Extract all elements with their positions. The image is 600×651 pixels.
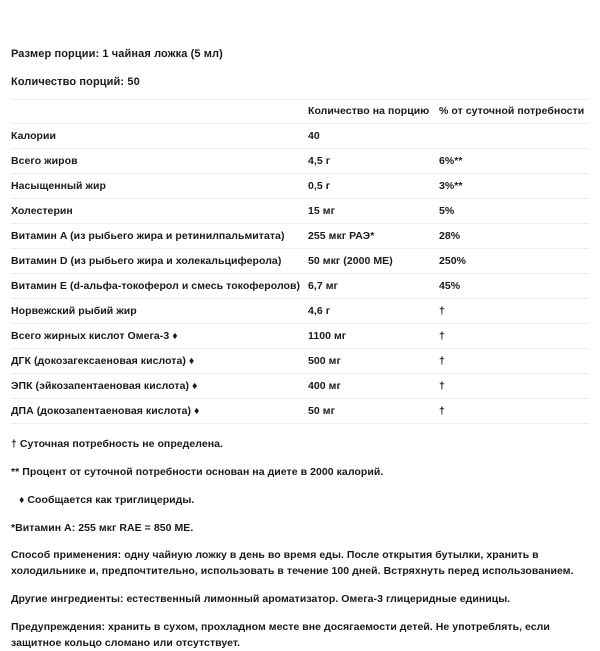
nutrient-name-cell: ДГК (докозагексаеновая кислота) ♦	[11, 349, 308, 374]
nutrient-name-cell: Витамин D (из рыбьего жира и холекальциферола)	[11, 249, 308, 274]
nutrient-daily-value-cell: †	[439, 324, 589, 349]
table-row	[11, 199, 589, 224]
column-header-nutrient	[11, 100, 308, 124]
nutrient-daily-value-cell: 5%	[439, 199, 589, 224]
nutrient-daily-value-cell	[439, 124, 589, 149]
nutrient-name-cell: Холестерин	[11, 199, 308, 224]
directions-paragraph: Другие ингредиенты: естественный лимонный ароматизатор. Омега-3 глицеридные единицы.	[11, 593, 511, 605]
footnote: ♦ Сообщается как триглицериды.	[19, 494, 195, 506]
nutrient-name-cell: Витамин A (из рыбьего жира и ретинилпальмитата)	[11, 224, 308, 249]
nutrient-name-cell: Калории	[11, 124, 308, 149]
nutrient-amount-cell: 50 мкг (2000 МЕ)	[308, 249, 439, 274]
table-row	[11, 149, 589, 174]
nutrient-amount-cell: 0,5 г	[308, 174, 439, 199]
table-row	[11, 174, 589, 199]
servings-per-container-line: Количество порций: 50	[11, 76, 140, 88]
directions-paragraph: Предупреждения: хранить в сухом, прохладном месте вне досягаемости детей. Не употреблять, если защитное кольцо сломано или отсутствует.	[11, 621, 550, 649]
nutrient-name-cell: Всего жиров	[11, 149, 308, 174]
nutrient-name-cell: Всего жирных кислот Омега-3 ♦	[11, 324, 308, 349]
nutrient-daily-value-cell: †	[439, 349, 589, 374]
nutrient-name-cell: Витамин E (d-альфа-токоферол и смесь токоферолов)	[11, 274, 308, 299]
column-header-amount-per-serving: Количество на порцию	[308, 100, 439, 124]
serving-information	[11, 0, 589, 89]
nutrient-amount-cell: 400 мг	[308, 374, 439, 399]
table-header-row	[11, 100, 589, 124]
table-row	[11, 299, 589, 324]
nutrient-daily-value-cell: †	[439, 399, 589, 424]
nutrient-amount-cell: 15 мг	[308, 199, 439, 224]
footnote: *Витамин A: 255 мкг RAE = 850 МЕ.	[11, 522, 194, 534]
nutrient-daily-value-cell: 45%	[439, 274, 589, 299]
table-row	[11, 224, 589, 249]
nutrient-name-cell: ЭПК (эйкозапентаеновая кислота) ♦	[11, 374, 308, 399]
nutrient-daily-value-cell: 250%	[439, 249, 589, 274]
nutrient-amount-cell: 500 мг	[308, 349, 439, 374]
table-row	[11, 124, 589, 149]
footnote: † Суточная потребность не определена.	[11, 438, 224, 450]
table-row	[11, 399, 589, 424]
table-body	[11, 124, 589, 424]
nutrient-amount-cell: 4,6 г	[308, 299, 439, 324]
table-header	[11, 100, 589, 124]
nutrient-daily-value-cell: 3%**	[439, 174, 589, 199]
directions-paragraph: Способ применения: одну чайную ложку в день во время еды. После открытия бутылки, хранить в холодильнике и, предпочтительно, использовать в течение 100 дней. Встряхнуть перед использованием.	[11, 549, 574, 577]
table-row	[11, 274, 589, 299]
nutrient-name-cell: ДПА (докозапентаеновая кислота) ♦	[11, 399, 308, 424]
nutrient-amount-cell: 50 мг	[308, 399, 439, 424]
serving-size-line: Размер порции: 1 чайная ложка (5 мл)	[11, 48, 223, 60]
footnotes-section	[11, 437, 589, 535]
table-row	[11, 349, 589, 374]
nutrient-amount-cell: 6,7 мг	[308, 274, 439, 299]
nutrient-amount-cell: 1100 мг	[308, 324, 439, 349]
nutrient-amount-cell: 40	[308, 124, 439, 149]
nutrient-daily-value-cell: 28%	[439, 224, 589, 249]
directions-section	[11, 547, 589, 651]
nutrient-name-cell: Насыщенный жир	[11, 174, 308, 199]
column-header-daily-value: % от суточной потребности	[439, 100, 589, 124]
nutrient-daily-value-cell: †	[439, 374, 589, 399]
supplement-facts-table	[11, 99, 589, 424]
nutrient-daily-value-cell: 6%**	[439, 149, 589, 174]
table-row	[11, 374, 589, 399]
nutrient-amount-cell: 4,5 г	[308, 149, 439, 174]
nutrient-name-cell: Норвежский рыбий жир	[11, 299, 308, 324]
nutrient-amount-cell: 255 мкг РАЭ*	[308, 224, 439, 249]
nutrient-daily-value-cell: †	[439, 299, 589, 324]
table-row	[11, 249, 589, 274]
table-row	[11, 324, 589, 349]
footnote: ** Процент от суточной потребности основан на диете в 2000 калорий.	[11, 466, 384, 478]
